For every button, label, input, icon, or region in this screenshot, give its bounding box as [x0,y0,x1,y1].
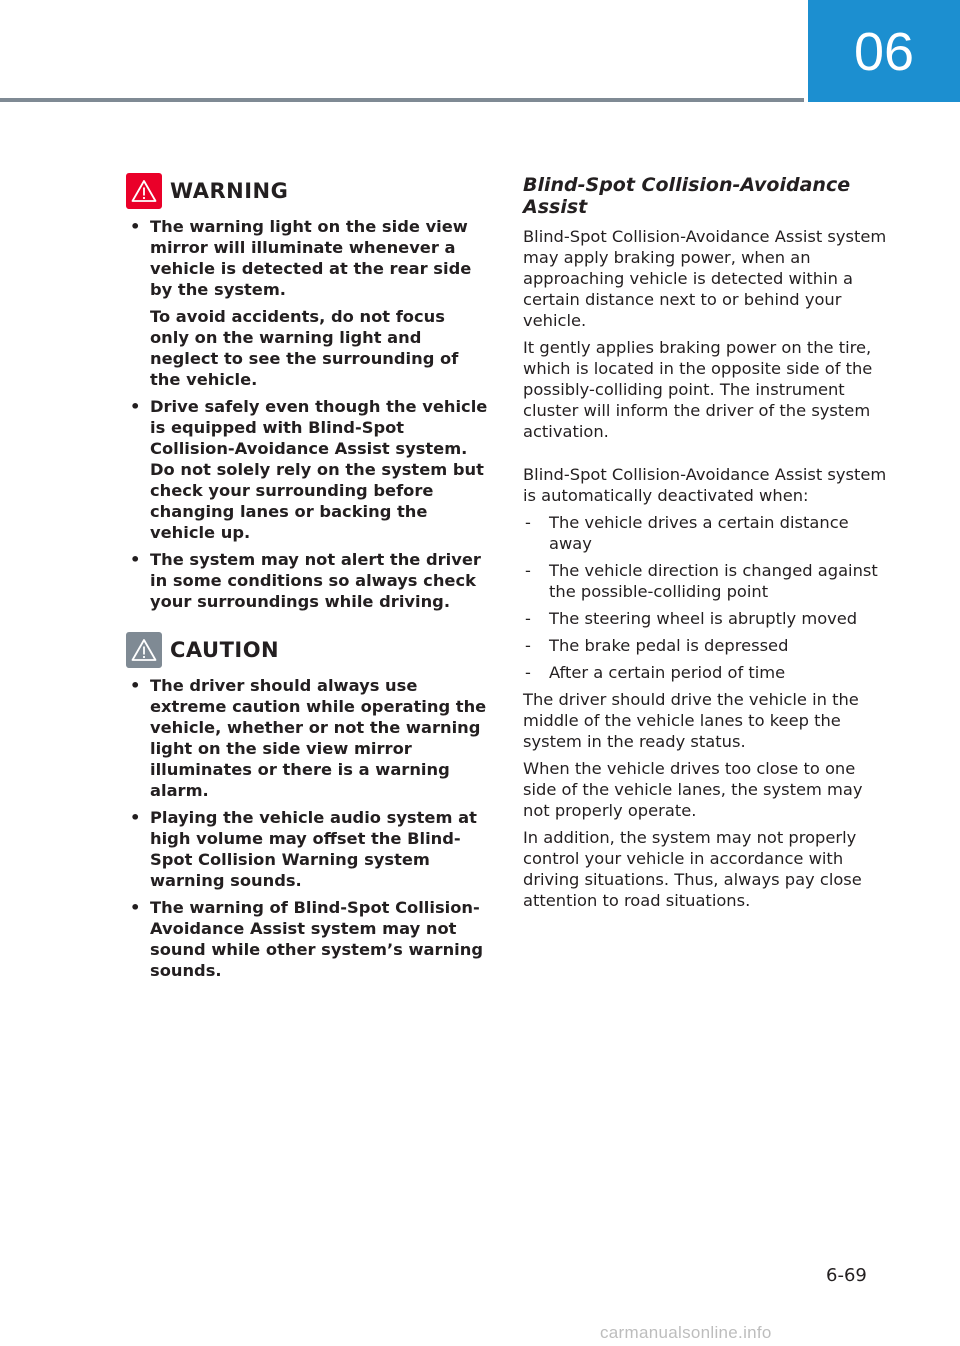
warning-triangle-icon [126,173,162,209]
caution-header [126,631,488,669]
list-item [126,549,488,612]
section-title: Blind-Spot Collision-Avoidance Assist [523,174,851,218]
bullet-icon: • [130,550,141,569]
caution-item-text: The driver should always use extreme caution while operating the vehicle, whether or not the warning light on the side view mirror illuminates or there is a warning alarm. [150,676,487,800]
warning-header [126,172,488,210]
paragraph: Blind-Spot Collision-Avoidance Assist system is automatically deactivated when: [523,465,887,505]
paragraph: It gently applies braking power on the tire, which is located in the opposite side of the possibly-colliding point. The instrument cluster will inform the driver of the system activation. [523,338,873,441]
dash-icon: - [525,663,531,682]
condition-text: The vehicle direction is changed against the possible-colliding point [549,561,878,601]
caution-item-text: The warning of Blind-Spot Collision-Avoidance Assist system may not sound while other system’s warning sounds. [150,898,483,980]
dash-icon: - [525,513,531,532]
warning-item-text: The warning light on the side view mirror will illuminate whenever a vehicle is detected at the rear side by the system. [150,217,472,299]
list-item [523,662,888,683]
list-item [126,675,488,801]
paragraph: In addition, the system may not properly control your vehicle in accordance with driving situations. Thus, always pay close attention to road situations. [523,828,862,910]
condition-text: The vehicle drives a certain distance away [549,513,849,553]
paragraph: When the vehicle drives too close to one side of the vehicle lanes, the system may not properly operate. [523,759,863,820]
watermark: carmanualsonline.info [600,1323,772,1342]
chapter-tab [808,0,960,102]
bullet-icon: • [130,808,141,827]
warning-item-extra: To avoid accidents, do not focus only on the warning light and neglect to see the surrounding of the vehicle. [150,307,459,389]
bullet-icon: • [130,217,141,236]
list-item [126,216,488,390]
warning-item-text: Drive safely even though the vehicle is equipped with Blind-Spot Collision-Avoidance Assist system. Do not solely rely on the system but check your surrounding before changing lanes or backing the vehicle up. [150,397,488,542]
caution-item-text: Playing the vehicle audio system at high volume may offset the Blind-Spot Collision Warning system warning sounds. [150,808,477,890]
dash-icon: - [525,609,531,628]
dash-icon: - [525,561,531,580]
caution-list [126,675,488,981]
dash-icon: - [525,636,531,655]
condition-text: After a certain period of time [549,663,786,682]
bullet-icon: • [130,898,141,917]
list-item [126,396,488,543]
bullet-icon: • [130,676,141,695]
list-item [523,635,888,656]
caution-callout [126,631,488,981]
list-item [523,560,888,602]
bullet-icon: • [130,397,141,416]
condition-text: The brake pedal is depressed [549,636,789,655]
caution-triangle-icon [126,632,162,668]
warning-title: WARNING [170,179,289,203]
warning-list [126,216,488,612]
caution-title: CAUTION [170,638,280,662]
right-column [523,174,888,917]
list-item [126,807,488,891]
header-rule [0,98,804,102]
warning-callout [126,172,488,612]
left-column [126,172,488,987]
deactivation-conditions-list [523,512,888,683]
condition-text: The steering wheel is abruptly moved [549,609,858,628]
page-number: 6-69 [826,1265,867,1286]
list-item [523,512,888,554]
list-item [126,897,488,981]
warning-item-text: The system may not alert the driver in some conditions so always check your surroundings while driving. [150,550,481,611]
paragraph: The driver should drive the vehicle in the middle of the vehicle lanes to keep the system in the ready status. [523,690,859,751]
paragraph: Blind-Spot Collision-Avoidance Assist system may apply braking power, when an approaching vehicle is detected within a certain distance next to or behind your vehicle. [523,227,887,330]
list-item [523,608,888,629]
chapter-number: 06 [853,22,915,82]
